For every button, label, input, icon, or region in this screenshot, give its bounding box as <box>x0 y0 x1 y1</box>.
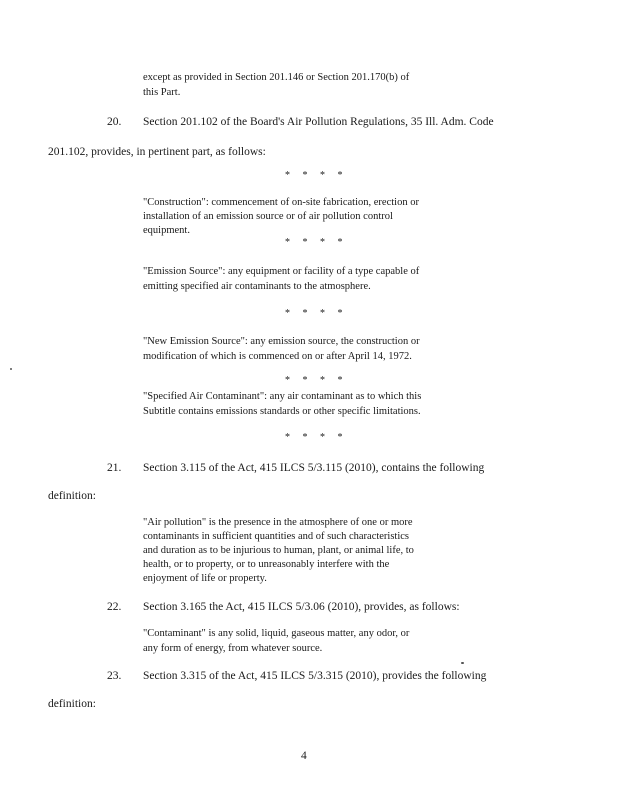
paragraph-number-20: 20. <box>107 116 122 128</box>
section-separator: * * * * <box>285 170 348 181</box>
definition-emission-source-line: "Emission Source": any equipment or facility of a type capable of <box>143 266 420 277</box>
definition-air-pollution-line: and duration as to be injurious to human, plant, or animal life, to <box>143 545 414 556</box>
definition-air-pollution-line: "Air pollution" is the presence in the atmosphere of one or more <box>143 517 413 528</box>
section-separator: * * * * <box>285 237 348 248</box>
paragraph-23-line: Section 3.315 of the Act, 415 ILCS 5/3.315 (2010), provides the following <box>143 670 487 682</box>
paragraph-20-line: Section 201.102 of the Board's Air Pollution Regulations, 35 Ill. Adm. Code <box>143 116 494 128</box>
definition-construction-line: installation of an emission source or of air pollution control <box>143 211 393 222</box>
paragraph-21-line: definition: <box>48 490 96 502</box>
section-separator: * * * * <box>285 308 348 319</box>
paragraph-21-line: Section 3.115 of the Act, 415 ILCS 5/3.115 (2010), contains the following <box>143 462 485 474</box>
paragraph-23-line: definition: <box>48 698 96 710</box>
definition-construction-line: equipment. <box>143 225 190 236</box>
definition-air-pollution-line: health, or to property, or to unreasonably interfere with the <box>143 559 390 570</box>
definition-new-emission-source-line: "New Emission Source": any emission source, the construction or <box>143 336 420 347</box>
definition-construction-line: "Construction": commencement of on-site fabrication, erection or <box>143 197 419 208</box>
quote-line: except as provided in Section 201.146 or Section 201.170(b) of <box>143 72 410 83</box>
paragraph-20-line: 201.102, provides, in pertinent part, as follows: <box>48 146 266 158</box>
paragraph-number-22: 22. <box>107 601 122 613</box>
paragraph-number-21: 21. <box>107 462 122 474</box>
scan-speck <box>10 368 12 370</box>
definition-air-pollution-line: enjoyment of life or property. <box>143 573 267 584</box>
definition-emission-source-line: emitting specified air contaminants to the atmosphere. <box>143 281 371 292</box>
section-separator: * * * * <box>285 375 348 386</box>
scan-speck <box>461 662 464 664</box>
definition-contaminant-line: any form of energy, from whatever source. <box>143 643 323 654</box>
definition-new-emission-source-line: modification of which is commenced on or after April 14, 1972. <box>143 351 412 362</box>
paragraph-22-line: Section 3.165 the Act, 415 ILCS 5/3.06 (2010), provides, as follows: <box>143 601 460 613</box>
section-separator: * * * * <box>285 432 348 443</box>
definition-specified-air-contaminant-line: "Specified Air Contaminant": any air contaminant as to which this <box>143 391 422 402</box>
page-number: 4 <box>301 750 307 762</box>
paragraph-number-23: 23. <box>107 670 122 682</box>
definition-contaminant-line: "Contaminant" is any solid, liquid, gaseous matter, any odor, or <box>143 628 410 639</box>
quote-line: this Part. <box>143 87 181 98</box>
definition-specified-air-contaminant-line: Subtitle contains emissions standards or other specific limitations. <box>143 406 421 417</box>
definition-air-pollution-line: contaminants in sufficient quantities and of such characteristics <box>143 531 410 542</box>
